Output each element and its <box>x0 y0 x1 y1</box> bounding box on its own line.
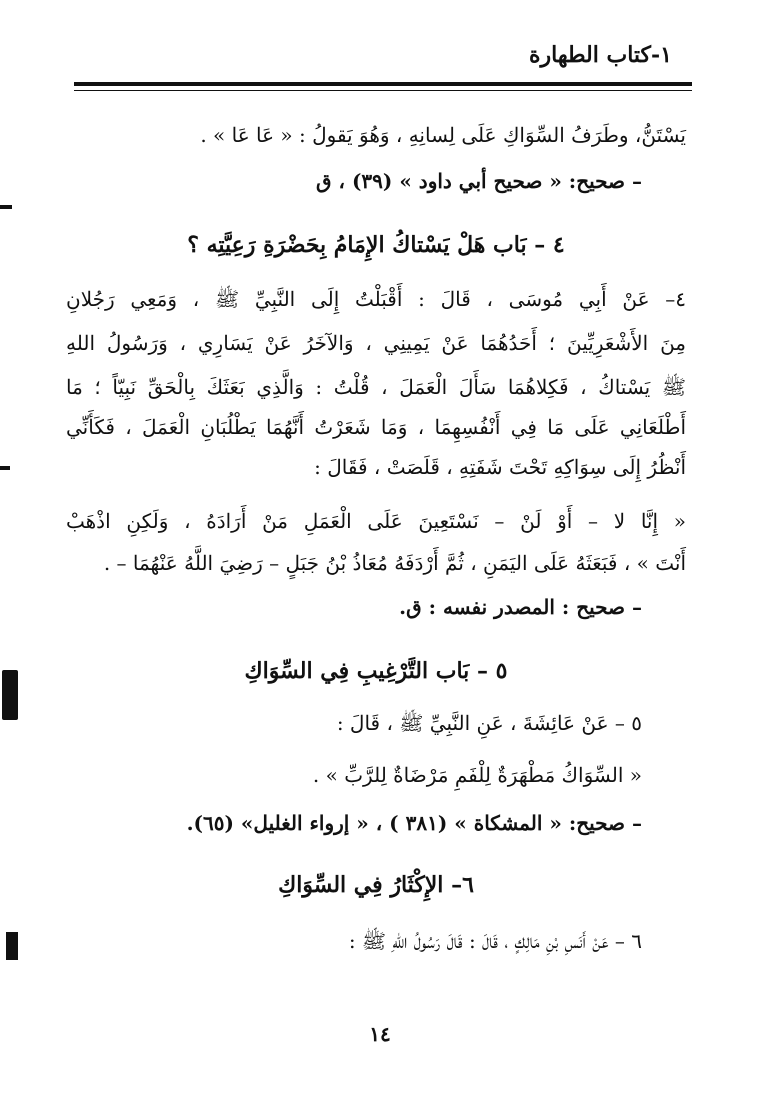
header-rule-thick <box>74 82 692 86</box>
source-note-2: – صحيح : المصدر نفسه : ق. <box>399 595 642 619</box>
text-line-hadith-6-a: ٦ – عَنْ أَنَسِ بْنِ مَالِكٍ ، قَالَ : قَالَ رَسُولُ اللهِ ﷺ : <box>348 929 642 953</box>
header-rule-thin <box>74 90 692 91</box>
text-line-hadith-4-g: أَنْتَ » ، فَبَعَثَهُ عَلَى اليَمَنِ ، ثُمَّ أَرْدَفَهُ مُعَاذُ بْنُ جَبَلٍ – رَضِيَ اللَّهُ عَنْهُمَا – . <box>103 551 686 575</box>
scan-margin-mark-3 <box>2 670 18 720</box>
text-line-hadith-4-e: أَنْظُرُ إِلَى سِوَاكِهِ تَحْتَ شَفَتِهِ ، قَلَصَتْ ، فَقَالَ : <box>314 455 686 479</box>
scan-margin-mark-2 <box>0 466 10 470</box>
source-note-3: – صحيح: « المشكاة » (٣٨١ ) ، « إرواء الغليل» (٦٥). <box>186 811 642 835</box>
chapter-heading-6: ٦– الإِكْثَارُ فِي السِّوَاكِ <box>278 872 474 898</box>
scan-margin-mark-4 <box>6 932 18 960</box>
text-line-1: يَسْتَنُّ، وطَرَفُ السِّوَاكِ عَلَى لِسانِهِ ، وَهُوَ يَقولُ : « عَا عَا » . <box>200 123 686 147</box>
page-number: ١٤ <box>369 1022 391 1046</box>
text-line-hadith-4-c: ﷺ يَسْتاكُ ، فَكِلاهُمَا سَأَلَ الْعَمَلَ ، قُلْتُ : وَالَّذِي بَعَثَكَ بِالْحَقِّ نَبِيّاً ؛ مَا <box>66 375 686 399</box>
text-line-hadith-5-a: ٥ – عَنْ عَائِشَةَ ، عَنِ النَّبِيِّ ﷺ ، قَالَ : <box>336 711 642 735</box>
chapter-heading-5: ٥ – بَاب التَّرْغِيبِ فِي السِّوَاكِ <box>244 658 508 684</box>
text-line-hadith-4-f: « إِنَّا لا – أَوْ لَنْ – نَسْتَعِينَ عَلَى الْعَمَلِ مَنْ أَرَادَهُ ، وَلَكِنِ اذْهَبْ <box>66 509 686 533</box>
text-line-hadith-4-b: مِنَ الأَشْعَرِيِّينَ ؛ أَحَدُهُمَا عَنْ يَمِينِي ، وَالآخَرُ عَنْ يَسَارِي ، وَرَسُولُ اللهِ <box>66 331 686 355</box>
running-header: ١-كتاب الطهارة <box>528 42 672 68</box>
scan-margin-mark-1 <box>0 205 12 209</box>
chapter-heading-4: ٤ – بَاب هَلْ يَسْتاكُ الإِمَامُ بِحَضْرَةِ رَعِيَّتِه ؟ <box>187 232 565 258</box>
text-line-hadith-4-d: أَطْلَعَانِي عَلَى مَا فِي أَنْفُسِهِمَا ، وَمَا شَعَرْتُ أَنَّهُمَا يَطْلُبَانِ الْعَمَلَ ، فَكَأَنِّي <box>66 415 686 439</box>
text-line-hadith-5-b: « السِّوَاكُ مَطْهَرَةٌ لِلْفَمِ مَرْضَاةٌ لِلرَّبِّ » . <box>312 763 642 787</box>
source-note-1: – صحيح: « صحيح أبي داود » (٣٩) ، ق <box>316 169 642 193</box>
text-line-hadith-4-a: ٤– عَنْ أَبِي مُوسَى ، قَالَ : أَقْبَلْتُ إِلَى النَّبِيِّ ﷺ ، وَمَعِي رَجُلانِ <box>66 287 686 311</box>
